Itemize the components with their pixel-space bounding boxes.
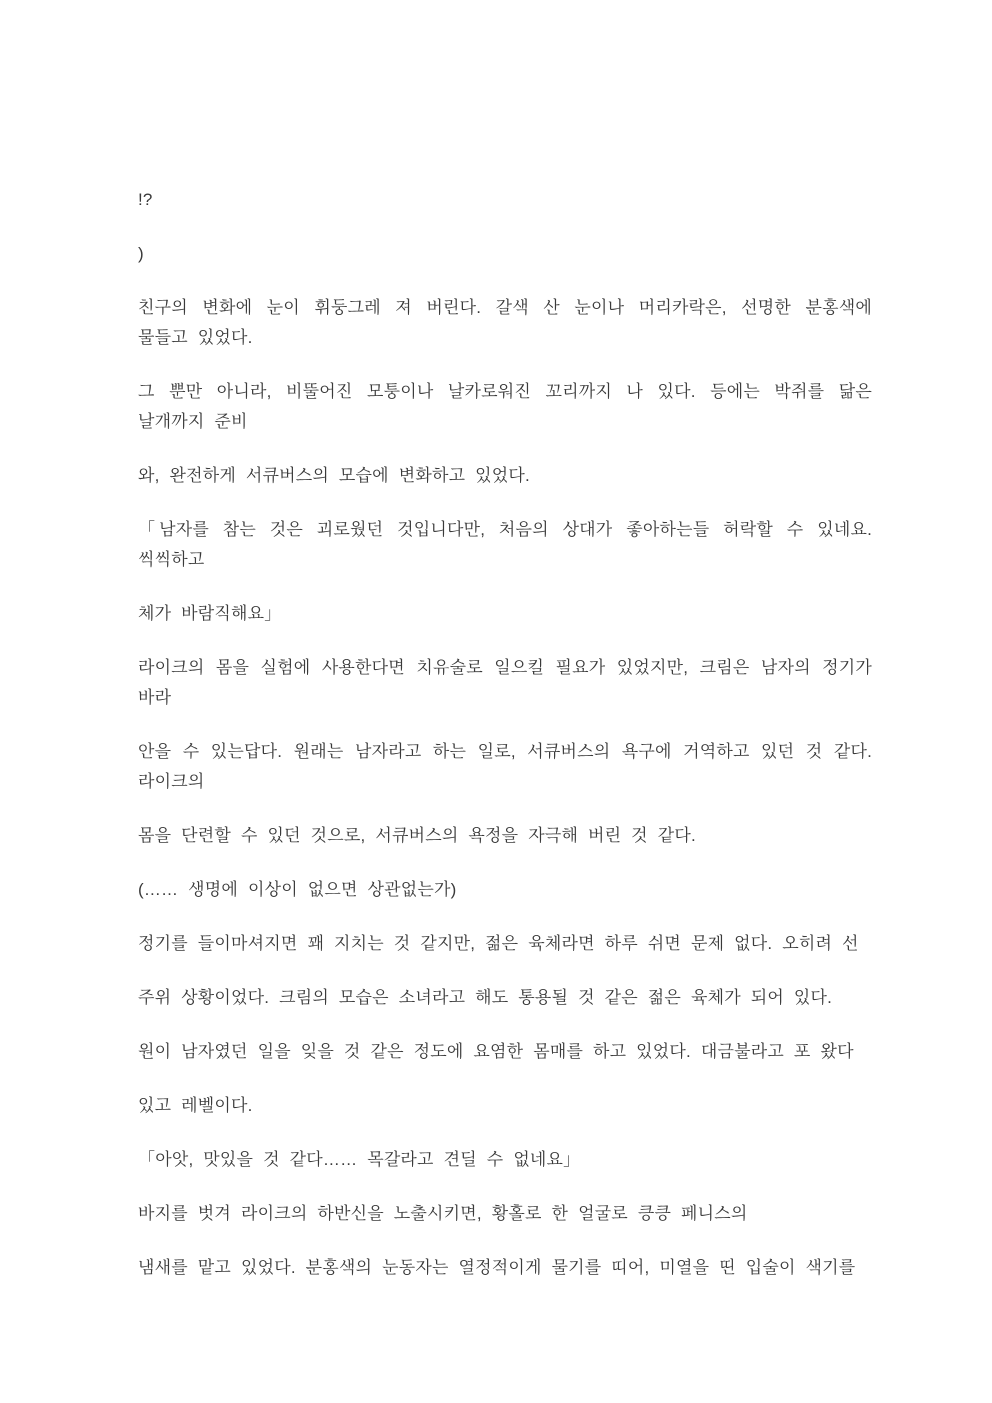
paragraph: 「아앗, 맛있을 것 같다…… 목갈라고 견딜 수 없네요」	[138, 1150, 581, 1169]
paragraph: 「남자를 참는 것은 괴로웠던 것입니다만, 처음의 상대가 좋아하는들 허락할 수 있네요. 씩씩하고	[138, 520, 872, 569]
paragraph: 그 뿐만 아니라, 비뚤어진 모퉁이나 날카로워진 꼬리까지 나 있다. 등에는 박쥐를 닮은 날개까지 준비	[138, 382, 872, 431]
paragraph: 와, 완전하게 서큐버스의 모습에 변화하고 있었다.	[138, 466, 530, 485]
paragraph: 친구의 변화에 눈이 휘둥그레 져 버린다. 갈색 산 눈이나 머리카락은, 선명한 분홍색에 물들고 있었다.	[138, 298, 872, 347]
paragraph: 정기를 들이마셔지면 꽤 지치는 것 같지만, 젊은 육체라면 하루 쉬면 문제 없다. 오히려 선	[138, 934, 859, 953]
paragraph: (…… 생명에 이상이 없으면 상관없는가)	[138, 880, 457, 899]
paragraph: 라이크의 몸을 실험에 사용한다면 치유술로 일으킬 필요가 있었지만, 크림은 남자의 정기가 바라	[138, 658, 872, 707]
paragraph: 원이 남자였던 일을 잊을 것 같은 정도에 요염한 몸매를 하고 있었다. 대금불라고 포 왔다	[138, 1042, 854, 1061]
paragraph: 안을 수 있는답다. 원래는 남자라고 하는 일로, 서큐버스의 욕구에 거역하고 있던 것 같다. 라이크의	[138, 742, 872, 791]
paragraph: 몸을 단련할 수 있던 것으로, 서큐버스의 욕정을 자극해 버린 것 같다.	[138, 826, 696, 845]
paragraph: 바지를 벗겨 라이크의 하반신을 노출시키면, 황홀로 한 얼굴로 킁킁 페니스의	[138, 1204, 748, 1223]
paragraph: 있고 레벨이다.	[138, 1096, 253, 1115]
paragraph: )	[138, 244, 144, 263]
paragraph: !?	[138, 190, 153, 209]
paragraph: 냄새를 맡고 있었다. 분홍색의 눈동자는 열정적이게 물기를 띠어, 미열을 띤 입술이 색기를	[138, 1258, 856, 1277]
text-content	[138, 185, 872, 1283]
paragraph: 체가 바람직해요」	[138, 604, 282, 623]
paragraph: 주위 상황이었다. 크림의 모습은 소녀라고 해도 통용될 것 같은 젊은 육체가 되어 있다.	[138, 988, 833, 1007]
